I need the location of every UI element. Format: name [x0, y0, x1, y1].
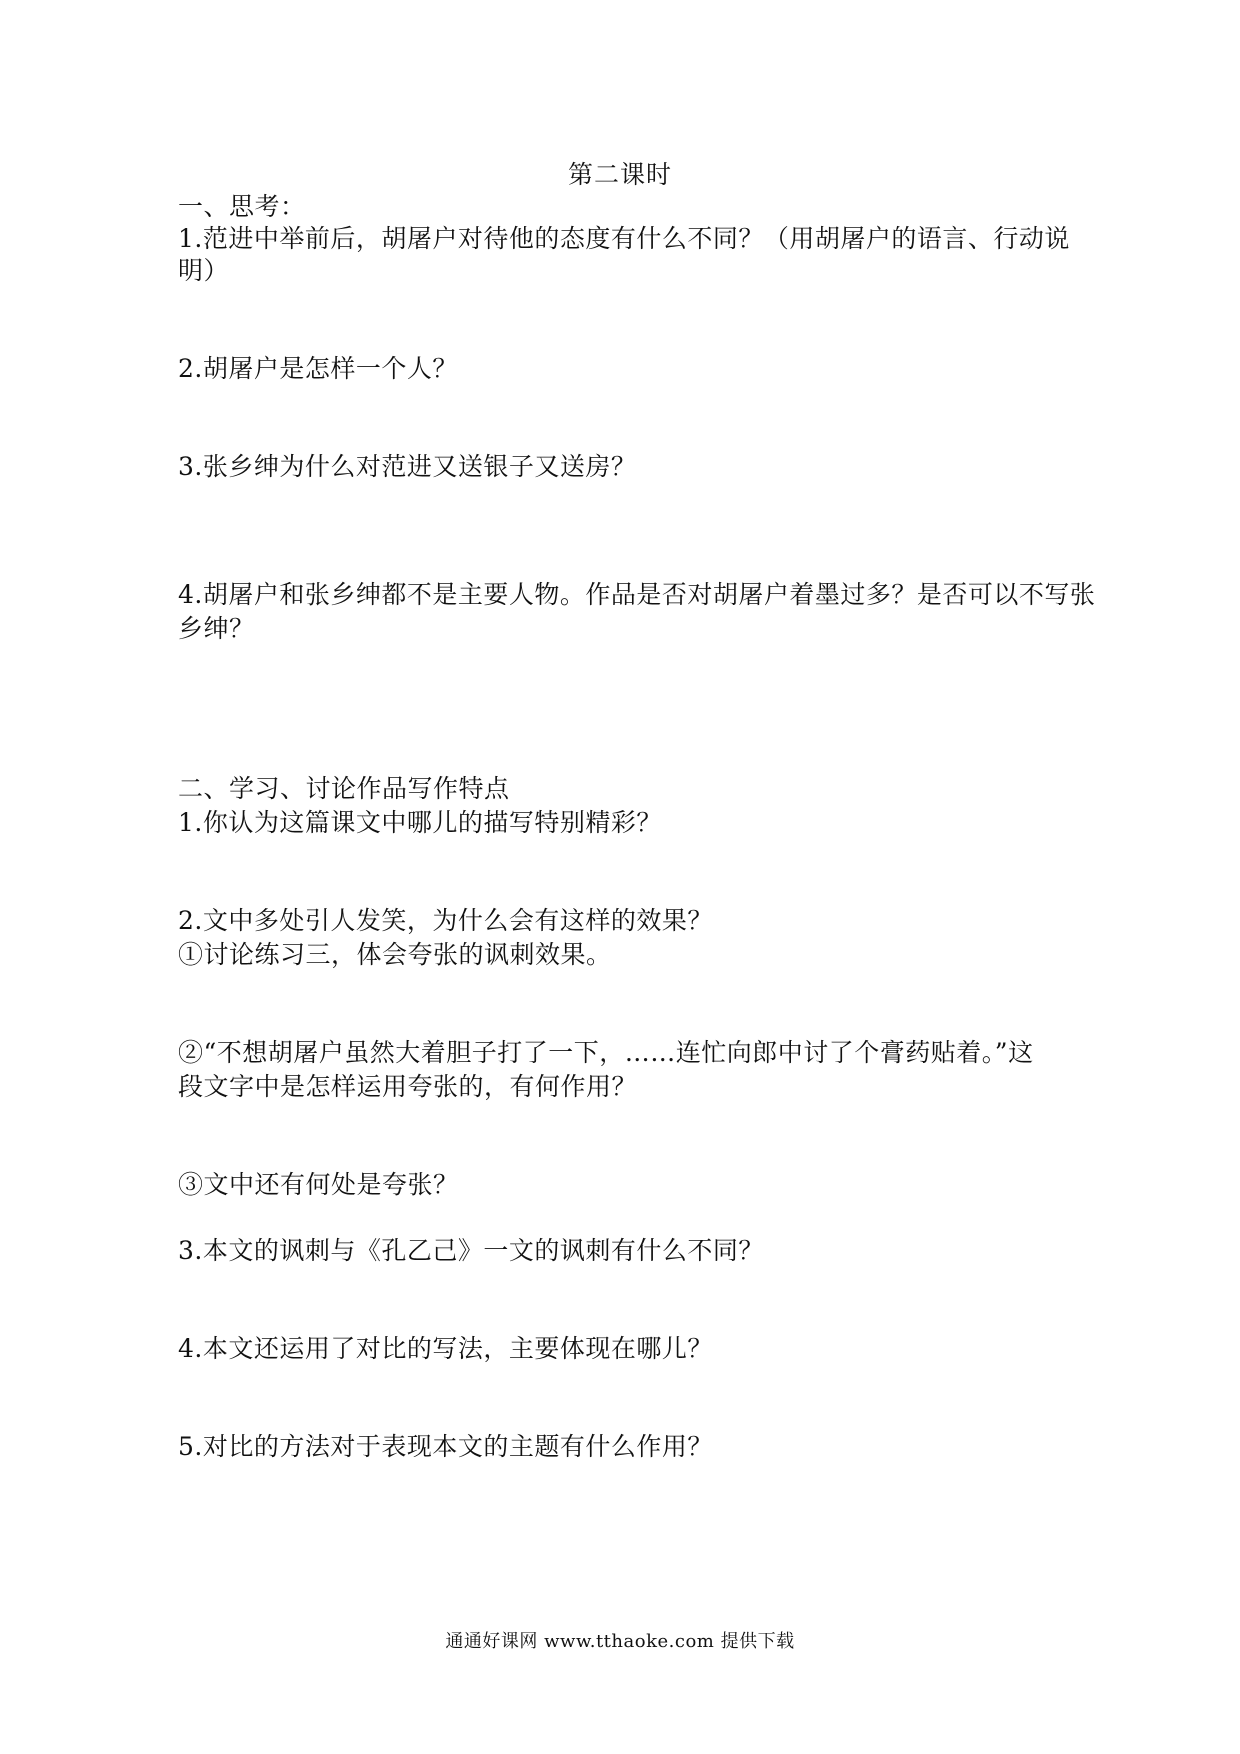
- section2-question-3: 3.本文的讽刺与《孔乙己》一文的讽刺有什么不同？: [178, 1236, 764, 1265]
- question-3: 3.张乡绅为什么对范进又送银子又送房？: [178, 452, 637, 481]
- section2-question-2: 2.文中多处引人发笑，为什么会有这样的效果？: [178, 906, 713, 935]
- question-4-line-1: 4.胡屠户和张乡绅都不是主要人物。作品是否对胡屠户着墨过多？是否可以不写张: [178, 580, 1096, 609]
- footer-download-note: 通通好课网 www.tthaoke.com 提供下载: [445, 1631, 795, 1652]
- section2-question-4: 4.本文还运用了对比的写法，主要体现在哪儿？: [178, 1334, 713, 1363]
- question-1-line-2: 明）: [178, 256, 230, 285]
- question-1-line-1: 1.范进中举前后，胡屠户对待他的态度有什么不同？（用胡屠户的语言、行动说: [178, 224, 1070, 253]
- section1-heading: 一、思考：: [178, 192, 306, 221]
- section2-question-1: 1.你认为这篇课文中哪儿的描写特别精彩？: [178, 808, 662, 837]
- question-2: 2.胡屠户是怎样一个人？: [178, 354, 458, 383]
- section2-question-5: 5.对比的方法对于表现本文的主题有什么作用？: [178, 1432, 713, 1461]
- lesson-title: 第二课时: [567, 160, 672, 189]
- section2-question-2-sub-1: ①讨论练习三，体会夸张的讽刺效果。: [178, 940, 612, 969]
- section2-question-2-sub-3: ③文中还有何处是夸张？: [178, 1170, 459, 1199]
- section2-heading: 二、学习、讨论作品写作特点: [178, 774, 510, 803]
- section2-question-2-sub-2-line-2: 段文字中是怎样运用夸张的，有何作用？: [178, 1072, 638, 1101]
- question-4-line-2: 乡绅？: [178, 614, 255, 643]
- section2-question-2-sub-2-line-1: ②“不想胡屠户虽然大着胆子打了一下，……连忙向郎中讨了个膏药贴着。”这: [178, 1038, 1034, 1067]
